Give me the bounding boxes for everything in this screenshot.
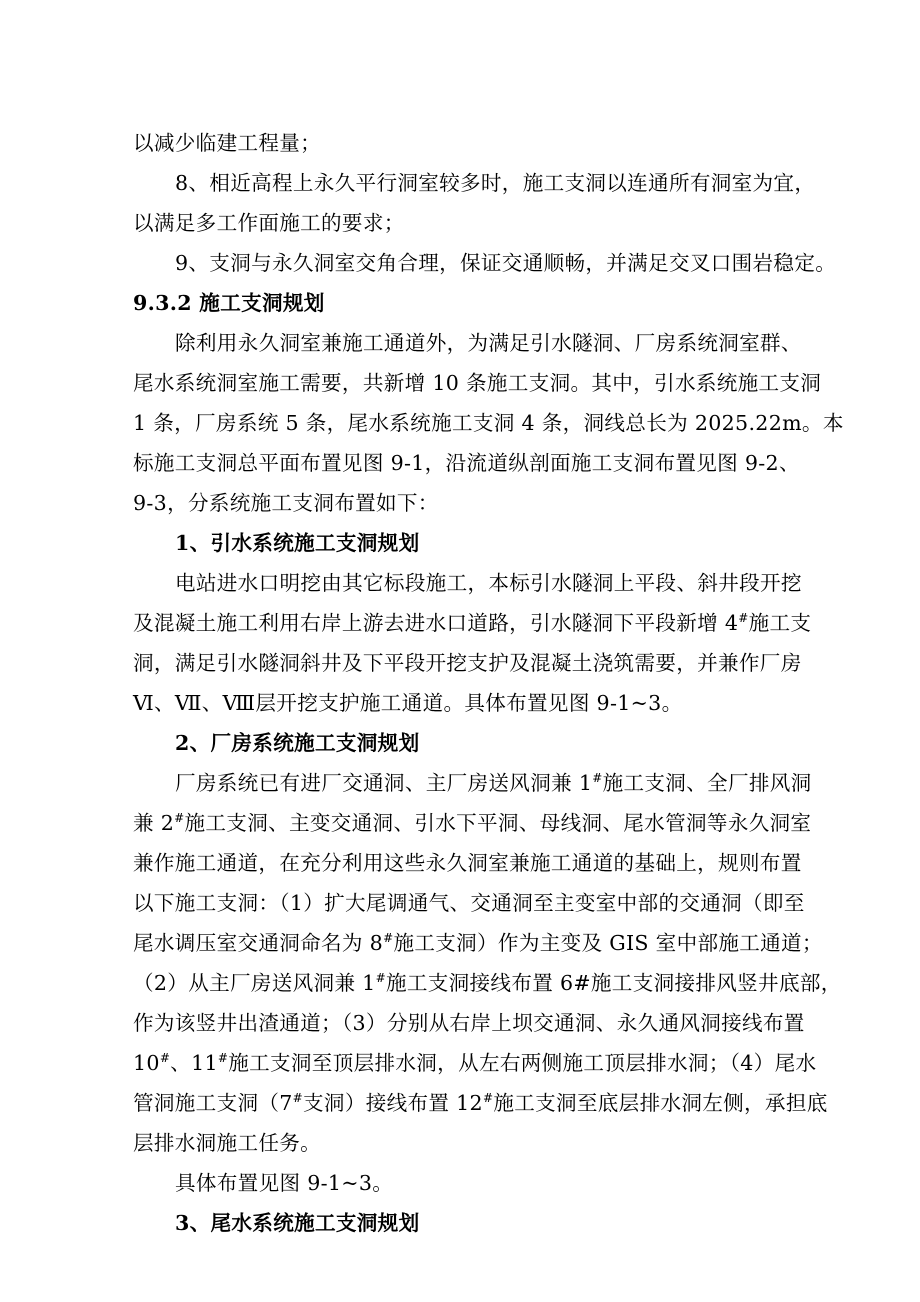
paragraph-line: 层排水洞施工任务。 (133, 1131, 322, 1155)
paragraph-line: 作为该竖井出渣通道；（3）分别从右岸上坝交通洞、永久通风洞接线布置 (133, 1011, 805, 1035)
paragraph-line: 及混凝土施工利用右岸上游去进水口道路，引水隧洞下平段新增 4#施工支 (133, 611, 812, 635)
paragraph-line: 9-3，分系统施工支洞布置如下： (133, 491, 439, 515)
paragraph-line: 以下施工支洞：（1）扩大尾调通气、交通洞至主变室中部的交通洞（即至 (133, 891, 805, 915)
superscript-mark: # (174, 811, 185, 825)
paragraph-line: 厂房系统已有进厂交通洞、主厂房送风洞兼 1#施工支洞、全厂排风洞 (175, 771, 812, 795)
paragraph-line: 管洞施工支洞（7#支洞）接线布置 12#施工支洞至底层排水洞左侧，承担底 (133, 1091, 828, 1115)
paragraph-line: 电站进水口明挖由其它标段施工，本标引水隧洞上平段、斜井段开挖 (175, 571, 802, 595)
superscript-mark: # (217, 1051, 229, 1065)
paragraph-line: 以满足多工作面施工的要求； (133, 211, 405, 235)
paragraph-line: 尾水系统洞室施工需要，共新增 10 条施工支洞。其中，引水系统施工支洞 (133, 371, 822, 395)
paragraph-line: 标施工支洞总平面布置见图 9-1，沿流道纵剖面施工支洞布置见图 9-2、 (133, 451, 800, 475)
paragraph-line: 1 条，厂房系统 5 条，尾水系统施工支洞 4 条，洞线总长为 2025.22m。本 (133, 411, 844, 435)
superscript-mark: # (159, 1051, 171, 1065)
paragraph-line: 兼 2#施工支洞、主变交通洞、引水下平洞、母线洞、尾水管洞等永久洞室 (133, 811, 812, 835)
section-heading: 9.3.2 施工支洞规划 (133, 291, 325, 315)
superscript-mark: # (375, 971, 386, 985)
paragraph-line: Ⅵ、Ⅶ、Ⅷ层开挖支护施工通道。具体布置见图 9-1~3。 (133, 691, 683, 715)
superscript-mark: # (592, 771, 603, 785)
paragraph-line: 尾水调压室交通洞命名为 8#施工支洞）作为主变及 GIS 室中部施工通道； (133, 931, 823, 955)
superscript-mark: # (383, 931, 394, 945)
subsection-heading: 2、厂房系统施工支洞规划 (175, 731, 420, 755)
paragraph-line: 具体布置见图 9-1~3。 (175, 1171, 394, 1195)
list-item-8: 8、相近高程上永久平行洞室较多时，施工支洞以连通所有洞室为宜， (175, 171, 816, 195)
paragraph-line: 以减少临建工程量； (133, 131, 322, 155)
paragraph-line: 10#、11#施工支洞至顶层排水洞，从左右两侧施工顶层排水洞；（4）尾水 (133, 1051, 817, 1075)
paragraph-line: （2）从主厂房送风洞兼 1#施工支洞接线布置 6#施工支洞接排风竖井底部， (133, 971, 842, 995)
superscript-mark: # (738, 611, 749, 625)
paragraph-line: 兼作施工通道，在充分利用这些永久洞室兼施工通道的基础上，规则布置 (133, 851, 802, 875)
paragraph-line: 除利用永久洞室兼施工通道外，为满足引水隧洞、厂房系统洞室群、 (175, 331, 802, 355)
subsection-heading: 1、引水系统施工支洞规划 (175, 531, 420, 555)
subsection-heading: 3、尾水系统施工支洞规划 (175, 1211, 420, 1235)
list-item-9: 9、支洞与永久洞室交角合理，保证交通顺畅，并满足交叉口围岩稳定。 (175, 251, 837, 275)
paragraph-line: 洞，满足引水隧洞斜井及下平段开挖支护及混凝土浇筑需要，并兼作厂房 (133, 651, 802, 675)
superscript-mark: # (482, 1091, 494, 1105)
superscript-mark: # (292, 1091, 304, 1105)
